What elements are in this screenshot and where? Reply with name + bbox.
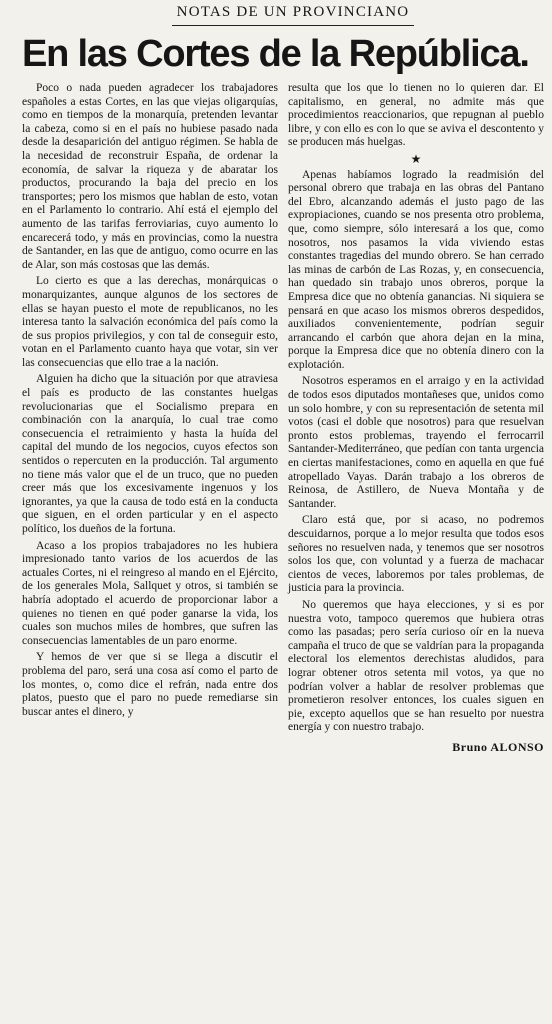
paragraph: Alguien ha dicho que la situación por que atraviesa el país es producto de las constantes huelgas revolucionarias que el Socialismo prepara en combinación con la anarquía, lo cual trae como consecuencia el retraimiento y hasta la huída del capital del mundo de los negocios, cuyos efectos son sentidos o repercuten en la producción. Tal argumento no tiene más valor que el de un truco, que no pueden creer más que los excesivamente ingenuos y los ignorantes, ya que la causa de todo está en la conducta que siguen, en el orden particular y en el aspecto político, los dueños de la fortuna. xyxy=(22,373,278,535)
paragraph: Nosotros esperamos en el arraigo y en la actividad de todos esos diputados montañeses que, unidos como un solo hombre, y con su representación de setenta mil votos (casi el doble que nosotros) para que resuelvan pronto estos problemas, trayendo el ferrocarril Santander-Mediterráneo, que pedían con tanta urgencia en ciertas manifestaciones, como en aquella en que fué atropellado Vayas. Darán trabajo a los obreros de Reinosa, de Astillero, de Nueva Montaña y de Santander. xyxy=(288,375,544,510)
paragraph: No queremos que haya elecciones, y si es por nuestra voto, tampoco queremos que hubiera otras como las pasadas; pero sería curioso oír en la nueva campaña el truco de que se valdrían para la propaganda electoral los elementos derechistas aludidos, para lograr obtener otros setenta mil votos, ya que no podrían volver a hablar de resolver problemas que prometieron resolver entonces, los cuales siguen en pie, excepto aquellos que se han resuelto por nuestra energía y con nuestro trabajo. xyxy=(288,598,544,734)
paragraph: Acaso a los propios trabajadores no les hubiera impresionado tanto varios de los acuerdos de las actuales Cortes, ni el reingreso al mando en el Ejército, de los generales Mola, Sallquet y otros, si también se habría adoptado el acuerdo de proporcionar labor a quienes no tienen en qué poder ganarse la vida, los cuales son muchos miles de hombres, que sufren las consecuencias lamentables de un paro enorme. xyxy=(22,539,278,647)
article-body xyxy=(22,82,544,755)
paragraph: Lo cierto es que a las derechas, monárquicas o monarquizantes, aunque algunos de los sectores de ellas se hayan puesto el mote de republicanos, no les interesa tanto la salvación económica del país como la de sus propios privilegios, y con tal de conseguir esto, votan en el Parlamento cuanto haya que votar, sin ver las consecuencias que ello trae a la nación. xyxy=(22,275,278,369)
author-signature: Bruno ALONSO xyxy=(452,739,544,754)
paragraph: Poco o nada pueden agradecer los trabajadores españoles a estas Cortes, en las que viejas oligarquías, como en tiempos de la monarquía, pretenden levantar la cabeza, como si en el país no hubiese pasado nada desde la desaparición del antiguo régimen. Se habla de la necesidad de reconstruir España, de ordenar la economía, de salvar la riqueza y de abaratar los productos, procurando la baja del precio en los transportes; pero los mismos que hablan de esto, votan en el Parlamento lo contrario. Ahí está el ejemplo del aumento de las tarifas ferroviarias, cuyo aumento lo encarecerá todo, y más en provincias, como la nuestra de Santander, en las que de antiguo, como ocurre en las de Alar, son más costosas que las demás. xyxy=(22,82,278,271)
star-separator: ★ xyxy=(410,151,422,166)
article-headline: En las Cortes de la República. xyxy=(22,33,529,75)
paragraph: Y hemos de ver que si se llega a discutir el problema del paro, será una cosa así como el parto de los montes, o, como dice el refrán, nada entre dos platos, puesto que el paro no puede remediarse sin buscar antes el dinero, y xyxy=(22,651,278,718)
left-column xyxy=(22,82,278,755)
column-kicker: NOTAS DE UN PROVINCIANO xyxy=(172,4,414,26)
paragraph: Claro está que, por si acaso, no podremos descuidarnos, porque a lo mejor resulta que todos esos señores no resuelven nada, y tenemos que ser nosotros solos los que, con voluntad y a fuerza de machacar cientos de veces, laboremos por tales problemas, de justicia para la provincia. xyxy=(288,514,544,595)
paragraph-continuation: resulta que los que lo tienen no lo quieren dar. El capitalismo, en general, no admite más que procedimientos reaccionarios, que repugnan al pueblo libre, y con ello es con lo que se aviva el descontento y se producen más huelgas. xyxy=(288,82,544,149)
right-column xyxy=(288,82,544,755)
paragraph: Apenas habíamos logrado la readmisión del personal obrero que trabaja en las obras del Pantano del Ebro, alcanzando además el justo pago de las expropiaciones, cuando se nos presenta otro problema, que, como siempre, sólo interesará a los que, como nosotros, nos pasamos la vida viviendo estas constantes tragedias del mundo obrero. Se han cerrado las minas de carbón de Las Rozas, y, en consecuencia, han quedado sin trabajo unos obreros, porque la Empresa dice que no obtenía ganancias. Ni siquiera se pensará en que acaso los mismos obreros despedidos, auxiliados convenientemente, podrían seguir arrancando el carbón que ahora dejan en la mina, porque la Empresa dice que no obtenía dinero con la explotación. xyxy=(288,168,544,371)
